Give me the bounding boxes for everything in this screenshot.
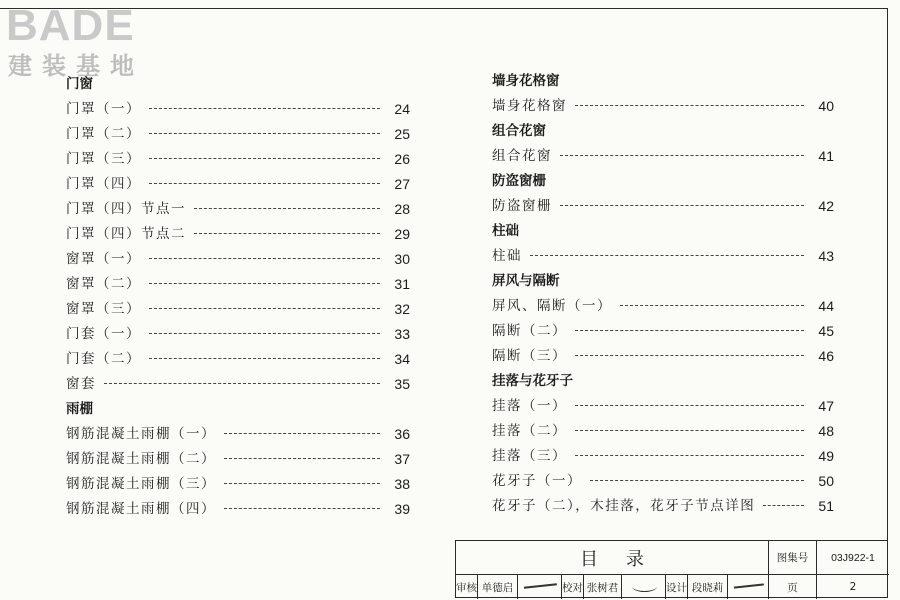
- toc-entry-label: 柱础: [492, 248, 522, 264]
- toc-entry[interactable]: [492, 445, 842, 467]
- toc-entry[interactable]: [66, 248, 416, 270]
- toc-entry-label: 花牙子（二），木挂落，花牙子节点详图: [492, 498, 756, 514]
- atlas-number: 03J922-1: [817, 541, 889, 575]
- toc-page-number: 46: [818, 348, 834, 364]
- toc-entry-label: 门罩（三）: [66, 151, 141, 167]
- leader-dashes: [530, 255, 804, 256]
- toc-entry-label: 屏风、隔断（一）: [492, 298, 612, 314]
- section-heading: 组合花窗: [492, 123, 546, 139]
- watermark-logo: [6, 1, 166, 82]
- toc-page-number: 40: [818, 98, 834, 114]
- toc-entry-label: 门套（一）: [66, 326, 141, 342]
- toc-entry-label: 窗罩（三）: [66, 301, 141, 317]
- leader-dashes: [149, 108, 380, 109]
- toc-entry-label: 防盗窗栅: [492, 198, 552, 214]
- toc-page-number: 25: [394, 126, 410, 142]
- toc-page-number: 43: [818, 248, 834, 264]
- leader-dashes: [620, 305, 804, 306]
- toc-entry[interactable]: [492, 495, 842, 517]
- toc-page-number: 47: [818, 398, 834, 414]
- reviewer-name: 单德启: [478, 575, 518, 599]
- designer-signature: [728, 575, 769, 599]
- title-block-title: 目录: [456, 541, 769, 575]
- toc-entry[interactable]: [66, 123, 416, 145]
- toc-page-number: 29: [394, 226, 410, 242]
- design-label: 设计: [666, 575, 688, 599]
- leader-dashes: [763, 505, 804, 506]
- toc-entry[interactable]: [66, 98, 416, 120]
- toc-entry[interactable]: [66, 223, 416, 245]
- toc-entry[interactable]: [492, 420, 842, 442]
- toc-entry[interactable]: [66, 198, 416, 220]
- toc-page-number: 30: [394, 251, 410, 267]
- toc-entry-label: 钢筋混凝土雨棚（二）: [66, 451, 216, 467]
- leader-dashes: [575, 330, 804, 331]
- leader-dashes: [149, 358, 380, 359]
- logo-main-text: BADE: [6, 1, 135, 50]
- toc-entry-label: 窗套: [66, 376, 96, 392]
- toc-entry-label: 挂落（二）: [492, 423, 567, 439]
- toc-entry[interactable]: [492, 245, 842, 267]
- toc-page-number: 32: [394, 301, 410, 317]
- toc-entry[interactable]: [66, 473, 416, 495]
- section-heading: 雨棚: [66, 401, 93, 417]
- toc-entry[interactable]: [492, 345, 842, 367]
- toc-entry-label: 钢筋混凝土雨棚（一）: [66, 426, 216, 442]
- toc-entry[interactable]: [66, 323, 416, 345]
- leader-dashes: [104, 383, 380, 384]
- toc-page-number: 24: [394, 101, 410, 117]
- section-heading: 防盗窗栅: [492, 173, 546, 189]
- toc-entry[interactable]: [492, 395, 842, 417]
- leader-dashes: [149, 333, 380, 334]
- toc-page-number: 27: [394, 176, 410, 192]
- toc-entry[interactable]: [66, 298, 416, 320]
- toc-entry-label: 隔断（三）: [492, 348, 567, 364]
- toc-page-number: 42: [818, 198, 834, 214]
- leader-dashes: [575, 105, 804, 106]
- logo-sub-text: 建装基地: [8, 52, 144, 80]
- toc-page-number: 44: [818, 298, 834, 314]
- check-label: 校对: [562, 575, 584, 599]
- toc-entry[interactable]: [66, 423, 416, 445]
- leader-dashes: [224, 483, 380, 484]
- title-block: [455, 540, 888, 598]
- toc-entry[interactable]: [492, 295, 842, 317]
- toc-entry-label: 门罩（四）: [66, 176, 141, 192]
- toc-entry-label: 钢筋混凝土雨棚（三）: [66, 476, 216, 492]
- leader-dashes: [224, 508, 380, 509]
- leader-dashes: [149, 158, 380, 159]
- toc-entry[interactable]: [492, 470, 842, 492]
- section-heading: 墙身花格窗: [492, 73, 560, 89]
- leader-dashes: [149, 183, 380, 184]
- designer-name: 段晓莉: [688, 575, 728, 599]
- toc-entry[interactable]: [66, 273, 416, 295]
- leader-dashes: [149, 133, 380, 134]
- checker-name: 张树君: [584, 575, 622, 599]
- toc-entry-label: 门罩（四）节点二: [66, 226, 186, 242]
- toc-page-number: 26: [394, 151, 410, 167]
- toc-entry[interactable]: [492, 195, 842, 217]
- toc-entry[interactable]: [492, 145, 842, 167]
- leader-dashes: [149, 283, 380, 284]
- leader-dashes: [149, 258, 380, 259]
- toc-page-number: 41: [818, 148, 834, 164]
- leader-dashes: [575, 455, 804, 456]
- toc-entry-label: 窗罩（二）: [66, 276, 141, 292]
- leader-dashes: [149, 308, 380, 309]
- leader-dashes: [224, 433, 380, 434]
- toc-entry-label: 窗罩（一）: [66, 251, 141, 267]
- toc-entry[interactable]: [66, 348, 416, 370]
- toc-entry-label: 挂落（三）: [492, 448, 567, 464]
- atlas-label: 图集号: [769, 541, 817, 575]
- toc-entry[interactable]: [66, 448, 416, 470]
- toc-entry-label: 门罩（四）节点一: [66, 201, 186, 217]
- toc-page-number: 35: [394, 376, 410, 392]
- toc-page-number: 34: [394, 351, 410, 367]
- toc-page-number: 33: [394, 326, 410, 342]
- toc-page-number: 39: [394, 501, 410, 517]
- toc-entry[interactable]: [66, 373, 416, 395]
- section-heading: 挂落与花牙子: [492, 373, 573, 389]
- section-heading: 屏风与隔断: [492, 273, 560, 289]
- leader-dashes: [575, 405, 804, 406]
- toc-page-number: 49: [818, 448, 834, 464]
- leader-dashes: [590, 480, 804, 481]
- section-heading: 柱础: [492, 223, 519, 239]
- toc-page-number: 37: [394, 451, 410, 467]
- toc-page-number: 36: [394, 426, 410, 442]
- toc-entry-label: 门套（二）: [66, 351, 141, 367]
- leader-dashes: [194, 233, 380, 234]
- toc-entry-label: 门罩（二）: [66, 126, 141, 142]
- review-label: 审核: [456, 575, 478, 599]
- toc-page-number: 50: [818, 473, 834, 489]
- checker-signature: [622, 575, 666, 599]
- leader-dashes: [194, 208, 380, 209]
- leader-dashes: [560, 205, 804, 206]
- toc-entry[interactable]: [492, 95, 842, 117]
- toc-entry-label: 钢筋混凝土雨棚（四）: [66, 501, 216, 517]
- toc-page-number: 28: [394, 201, 410, 217]
- toc-entry-label: 组合花窗: [492, 148, 552, 164]
- toc-entry[interactable]: [66, 498, 416, 520]
- toc-entry-label: 隔断（二）: [492, 323, 567, 339]
- toc-page-number: 45: [818, 323, 834, 339]
- toc-entry-label: 墙身花格窗: [492, 98, 567, 114]
- leader-dashes: [575, 430, 804, 431]
- toc-entry[interactable]: [492, 320, 842, 342]
- leader-dashes: [575, 355, 804, 356]
- leader-dashes: [224, 458, 380, 459]
- toc-entry[interactable]: [66, 148, 416, 170]
- toc-entry-label: 挂落（一）: [492, 398, 567, 414]
- reviewer-signature: [518, 575, 562, 599]
- page-number: 2: [849, 581, 857, 593]
- toc-entry[interactable]: [66, 173, 416, 195]
- toc-page-number: 31: [394, 276, 410, 292]
- toc-page-number: 38: [394, 476, 410, 492]
- page-label: 页: [769, 575, 817, 599]
- leader-dashes: [560, 155, 804, 156]
- toc-entry-label: 花牙子（一）: [492, 473, 582, 489]
- toc-page-number: 51: [818, 498, 834, 514]
- toc-entry-label: 门罩（一）: [66, 101, 141, 117]
- section-heading: 门窗: [66, 76, 93, 92]
- toc-page-number: 48: [818, 423, 834, 439]
